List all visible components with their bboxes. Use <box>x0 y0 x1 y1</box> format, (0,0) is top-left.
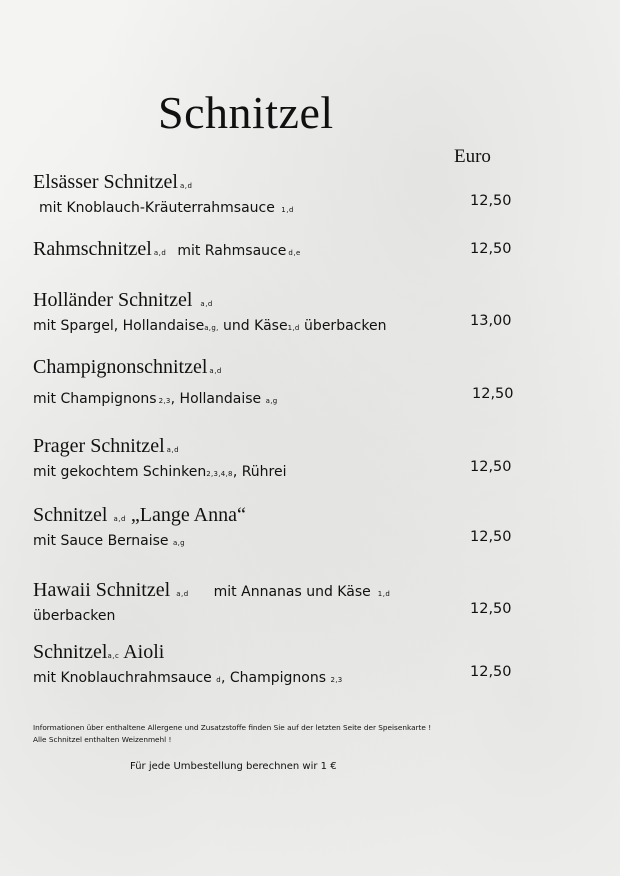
page-title: Schnitzel <box>158 87 334 138</box>
item-price: 12,50 <box>470 193 512 209</box>
allergen-code: 1,d <box>287 324 300 332</box>
item-price: 12,50 <box>472 386 514 402</box>
allergen-code: 2,3,4,8 <box>206 470 233 478</box>
item-name-line <box>33 288 553 316</box>
reorder-fee-note: Für jede Umbestellung berechnen wir 1 € <box>130 761 337 772</box>
item-description: mit gekochtem Schinken2,3,4,8, Rührei <box>33 464 287 480</box>
item-price: 12,50 <box>470 529 512 545</box>
allergen-code: a,g, <box>204 324 219 332</box>
item-name: Elsässer Schnitzel <box>33 171 178 193</box>
item-description: mit Rahmsauce <box>177 243 287 259</box>
menu-item <box>33 503 553 553</box>
item-description: mit Knoblauch-Kräuterrahmsauce 1,d <box>39 200 294 216</box>
currency-label: Euro <box>454 146 491 167</box>
item-name-suffix: „Lange Anna“ <box>130 504 246 526</box>
allergen-code: d <box>216 676 221 684</box>
allergen-code: 1,d <box>281 206 294 214</box>
item-name: Hawaii Schnitzel <box>33 579 171 601</box>
allergen-code: a,d <box>200 300 213 308</box>
item-inline-description: mit Annanas und Käse <box>213 584 371 600</box>
allergen-code: a,d <box>176 590 189 598</box>
item-name-line <box>33 355 553 383</box>
allergen-code: d,e <box>288 249 301 257</box>
allergen-code: a,d <box>153 249 167 257</box>
item-price: 13,00 <box>470 313 512 329</box>
allergen-code: 2,3 <box>158 397 171 405</box>
item-price: 12,50 <box>470 459 512 475</box>
allergen-code: 1,d <box>377 590 391 598</box>
item-price: 12,50 <box>470 664 512 680</box>
item-name: Holländer Schnitzel <box>33 289 193 311</box>
item-name-line <box>33 503 553 531</box>
allergen-code: a,d <box>166 446 180 454</box>
allergen-code: a,g <box>265 397 278 405</box>
item-price: 12,50 <box>470 241 512 257</box>
item-name: Rahmschnitzel <box>33 238 152 260</box>
item-name: Schnitzel <box>33 641 108 663</box>
item-description: mit Knoblauchrahmsauce d, Champignons 2,3 <box>33 670 343 686</box>
allergen-code: a,c <box>107 652 120 660</box>
item-description: mit Spargel, Hollandaisea,g, und Käse1,d überbacken <box>33 318 387 334</box>
allergen-code: a,g <box>173 539 185 547</box>
item-name-line <box>33 434 553 462</box>
allergen-notes <box>33 722 431 746</box>
allergen-code: 2,3 <box>330 676 343 684</box>
wheat-flour-note: Alle Schnitzel enthalten Weizenmehl ! <box>33 735 172 744</box>
item-name-suffix: Aioli <box>123 641 165 663</box>
item-name: Prager Schnitzel <box>33 435 165 457</box>
item-description: überbacken <box>33 608 116 624</box>
item-name: Champignonschnitzel <box>33 356 208 378</box>
item-description: mit Sauce Bernaise a,g <box>33 533 185 549</box>
menu-item <box>33 355 553 411</box>
item-description: mit Champignons 2,3, Hollandaise a,g <box>33 391 278 407</box>
item-price: 12,50 <box>470 601 512 617</box>
allergen-code: a,d <box>179 182 193 190</box>
allergen-code: a,d <box>113 515 126 523</box>
allergen-info-note: Informationen über enthaltene Allergene und Zusatzstoffe finden Sie auf der letzten Seite der Speisenkarte ! <box>33 723 432 732</box>
item-name: Schnitzel <box>33 504 108 526</box>
allergen-code: a,d <box>209 367 222 375</box>
